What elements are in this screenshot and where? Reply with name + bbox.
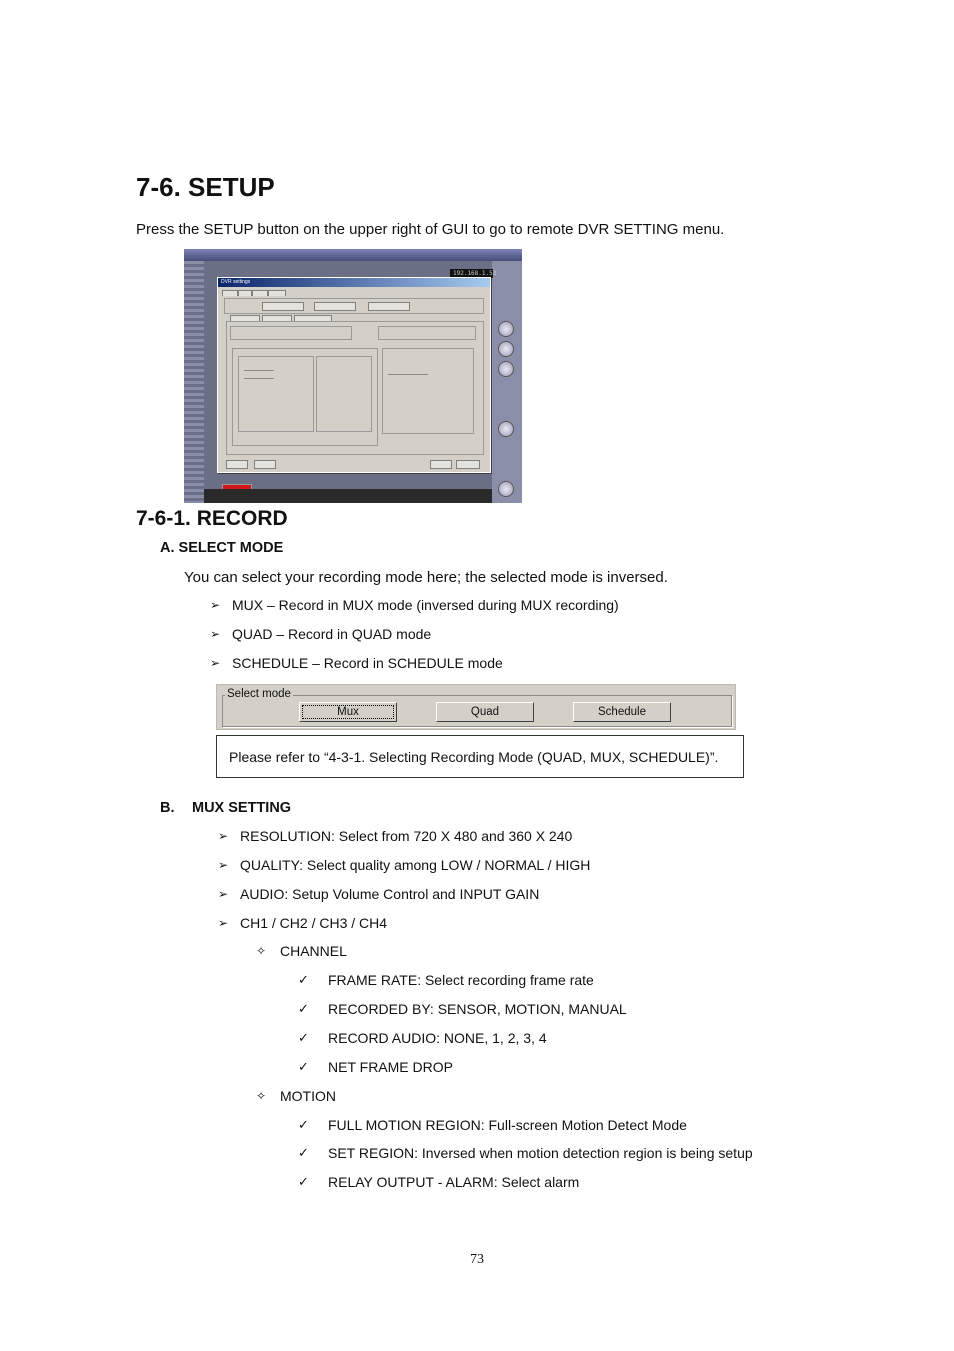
select-mode-panel xyxy=(216,684,736,730)
dialog-resolution-group xyxy=(230,326,352,340)
section-b-label: B. xyxy=(160,800,175,816)
arrow-bullet-icon: ➢ xyxy=(210,598,221,612)
section-a-title: SELECT MODE xyxy=(178,540,284,556)
page-number: 73 xyxy=(470,1252,484,1267)
dialog-field-line xyxy=(244,378,274,379)
list-item xyxy=(218,828,572,844)
dialog-field-line xyxy=(244,370,274,371)
check-bullet-icon: ✓ xyxy=(298,1145,309,1161)
arrow-bullet-icon: ➢ xyxy=(218,829,229,843)
list-item xyxy=(210,597,619,613)
round-button-icon xyxy=(498,421,514,437)
list-item-text: RECORDED BY: SENSOR, MOTION, MANUAL xyxy=(328,1001,627,1017)
arrow-bullet-icon: ➢ xyxy=(218,887,229,901)
screenshot-status-bar xyxy=(204,489,492,503)
list-item xyxy=(218,915,387,931)
schedule-button[interactable]: Schedule xyxy=(573,702,671,722)
diamond-bullet-icon: ✧ xyxy=(256,944,267,958)
dialog-field-line xyxy=(388,374,428,375)
list-item xyxy=(218,886,539,902)
list-item xyxy=(298,1117,687,1133)
list-item xyxy=(298,972,594,988)
dialog-channel-box xyxy=(238,356,314,432)
section-b-title: MUX SETTING xyxy=(192,800,292,816)
dialog-cancel-button xyxy=(456,460,480,469)
list-item xyxy=(298,1145,753,1161)
dvr-settings-dialog xyxy=(217,277,491,473)
list-item xyxy=(210,626,431,642)
list-item xyxy=(256,943,347,959)
list-item-text: FRAME RATE: Select recording frame rate xyxy=(328,972,594,988)
setup-screenshot xyxy=(184,249,522,503)
section-b-heading xyxy=(160,800,291,816)
dialog-mux-button xyxy=(262,302,304,311)
check-bullet-icon: ✓ xyxy=(298,1001,309,1017)
arrow-bullet-icon: ➢ xyxy=(218,858,229,872)
dialog-tab xyxy=(238,290,252,296)
list-item-text: QUAD – Record in QUAD mode xyxy=(232,626,432,642)
screenshot-titlebar xyxy=(184,249,522,261)
list-item-text: FULL MOTION REGION: Full-screen Motion Detect Mode xyxy=(328,1117,687,1133)
diamond-bullet-icon: ✧ xyxy=(256,1089,267,1103)
list-item-text: QUALITY: Select quality among LOW / NORMAL / HIGH xyxy=(240,857,591,873)
dialog-caption: DVR settings xyxy=(218,278,490,287)
list-item-text: SET REGION: Inversed when motion detection region is being setup xyxy=(328,1145,753,1161)
list-item-text: CH1 / CH2 / CH3 / CH4 xyxy=(240,915,388,931)
list-item xyxy=(218,857,590,873)
check-bullet-icon: ✓ xyxy=(298,1117,309,1133)
list-item-text: NET FRAME DROP xyxy=(328,1059,453,1075)
dialog-tab xyxy=(268,290,286,296)
section-a-heading xyxy=(160,540,283,556)
dialog-schedule-button xyxy=(368,302,410,311)
intro-text: Press the SETUP button on the upper right of GUI to go to remote DVR SETTING menu. xyxy=(136,221,725,238)
list-item xyxy=(298,1001,627,1017)
check-bullet-icon: ✓ xyxy=(298,1030,309,1046)
section-a-desc: You can select your recording mode here; the selected mode is inversed. xyxy=(184,569,668,586)
page-heading: 7-6. SETUP xyxy=(136,172,275,202)
round-button-icon xyxy=(498,321,514,337)
dialog-quad-button xyxy=(314,302,356,311)
check-bullet-icon: ✓ xyxy=(298,1059,309,1075)
select-mode-legend: Select mode xyxy=(227,688,291,700)
list-item xyxy=(298,1059,453,1075)
mux-button[interactable]: Mux xyxy=(299,702,397,722)
dialog-motion-box xyxy=(316,356,372,432)
list-item-text: CHANNEL xyxy=(280,943,347,959)
list-item-text: RESOLUTION: Select from 720 X 480 and 360 X 240 xyxy=(240,828,573,844)
round-button-icon xyxy=(498,481,514,497)
list-item xyxy=(256,1088,336,1104)
arrow-bullet-icon: ➢ xyxy=(218,916,229,930)
list-item-text: MOTION xyxy=(280,1088,336,1104)
list-item-text: MUX – Record in MUX mode (inversed during MUX recording) xyxy=(232,597,619,613)
quad-button[interactable]: Quad xyxy=(436,702,534,722)
dialog-tab xyxy=(222,290,238,296)
subheading: 7-6-1. RECORD xyxy=(136,507,288,530)
list-item-text: RECORD AUDIO: NONE, 1, 2, 3, 4 xyxy=(328,1030,547,1046)
list-item xyxy=(298,1174,579,1190)
list-item xyxy=(210,655,503,671)
screenshot-left-rail xyxy=(184,261,204,503)
check-bullet-icon: ✓ xyxy=(298,972,309,988)
list-item-text: RELAY OUTPUT - ALARM: Select alarm xyxy=(328,1174,580,1190)
round-button-icon xyxy=(498,361,514,377)
dialog-ok-button xyxy=(430,460,452,469)
section-a-label: A. xyxy=(160,540,175,556)
round-button-icon xyxy=(498,341,514,357)
list-item xyxy=(298,1030,547,1046)
arrow-bullet-icon: ➢ xyxy=(210,627,221,641)
dialog-sensor-group xyxy=(382,348,474,434)
list-item-text: SCHEDULE – Record in SCHEDULE mode xyxy=(232,655,503,671)
dialog-save-button xyxy=(254,460,276,469)
ip-address: 192.168.1.53 xyxy=(450,269,493,278)
screenshot-right-rail xyxy=(492,261,522,503)
arrow-bullet-icon: ➢ xyxy=(210,656,221,670)
dialog-load-button xyxy=(226,460,248,469)
dialog-tab xyxy=(252,290,268,296)
check-bullet-icon: ✓ xyxy=(298,1174,309,1190)
dialog-audio-group xyxy=(378,326,476,340)
list-item-text: AUDIO: Setup Volume Control and INPUT GAIN xyxy=(240,886,540,902)
reference-note: Please refer to “4-3-1. Selecting Recording Mode (QUAD, MUX, SCHEDULE)”. xyxy=(216,735,744,778)
